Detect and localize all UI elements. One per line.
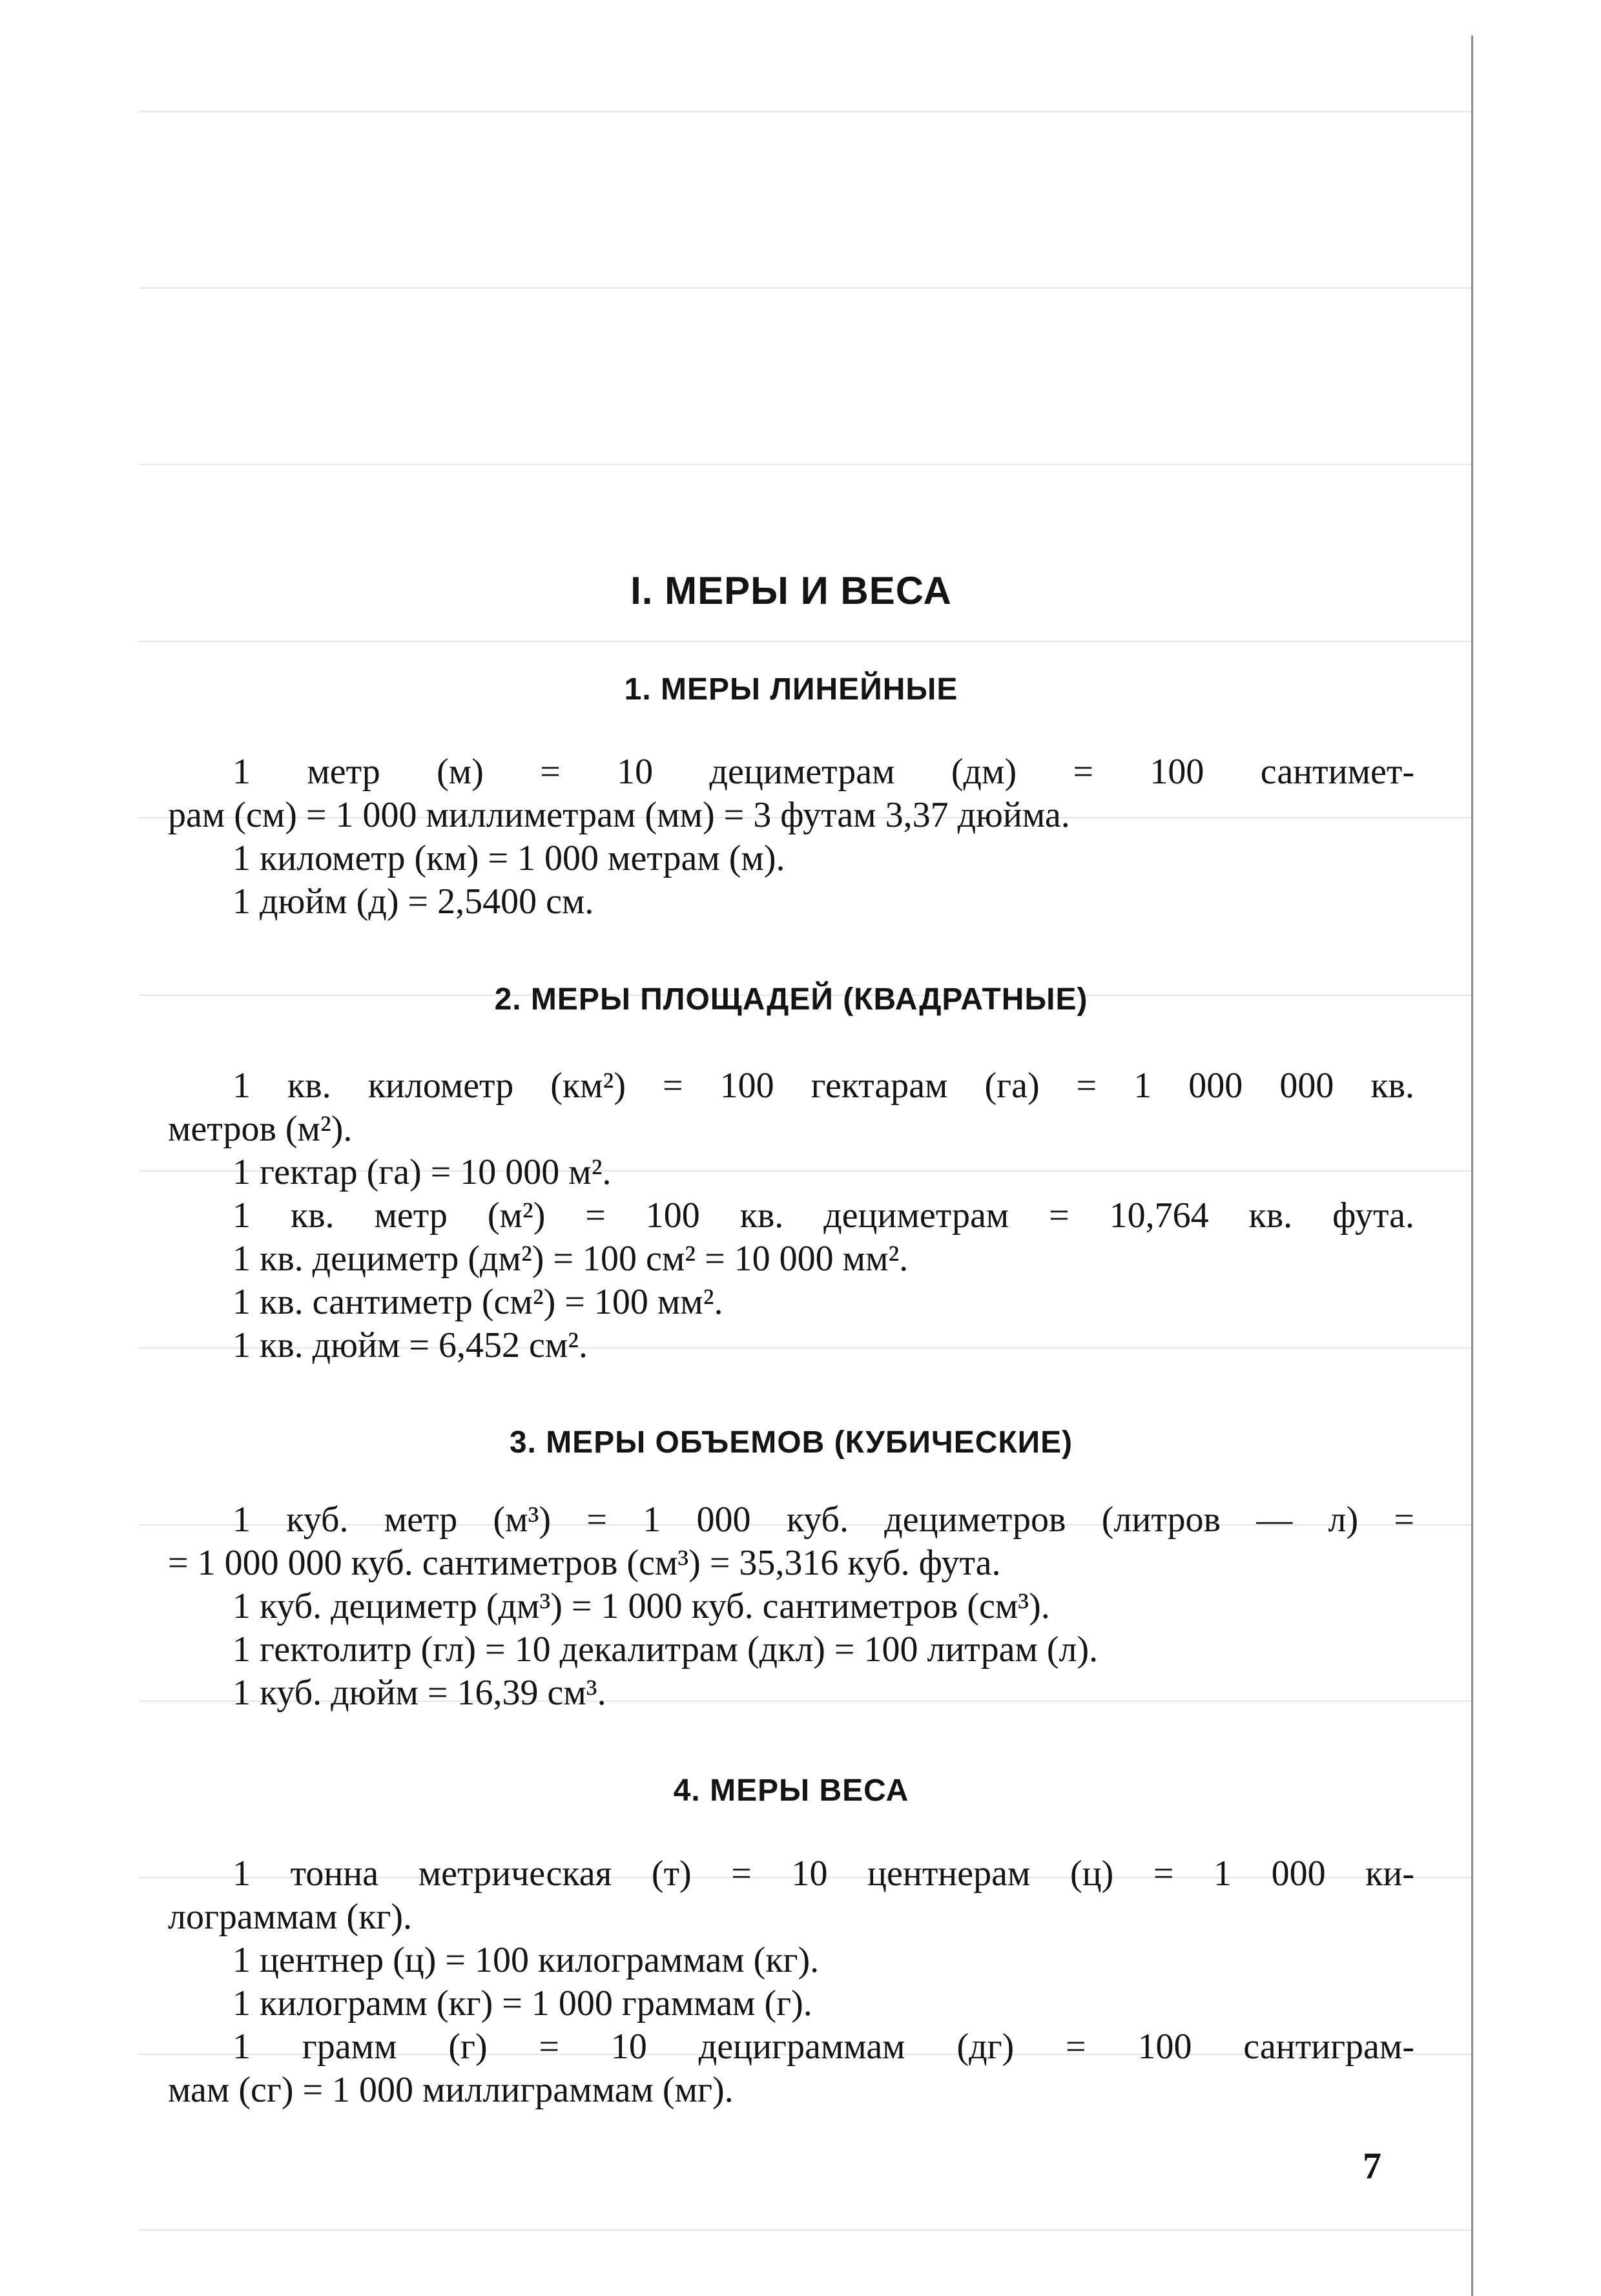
text-line: 1 куб. метр (м³) = 1 000 куб. дециметров (литров — л) = <box>232 1500 1414 1540</box>
text-line: 1 килограмм (кг) = 1 000 граммам (г). <box>232 1983 812 2023</box>
text-line: 1 гектолитр (гл) = 10 декалитрам (дкл) = 100 литрам (л). <box>232 1629 1099 1670</box>
section-title-linear: 1. МЕРЫ ЛИНЕЙНЫЕ <box>624 672 958 707</box>
text-line: лограммам (кг). <box>168 1897 413 1937</box>
text-line: 1 куб. дюйм = 16,39 см³. <box>232 1673 606 1713</box>
text-line: 1 кв. дюйм = 6,452 см². <box>232 1325 588 1365</box>
chapter-title: I. МЕРЫ И ВЕСА <box>630 569 952 612</box>
text-line: мам (сг) = 1 000 миллиграммам (мг). <box>168 2070 734 2110</box>
page-number: 7 <box>1363 2145 1381 2187</box>
text-line: 1 кв. метр (м²) = 100 кв. дециметрам = 10,764 кв. фута. <box>232 1195 1414 1236</box>
section-body-linear <box>168 750 1414 924</box>
divider <box>139 2229 1472 2231</box>
divider <box>139 641 1472 642</box>
text-line: 1 центнер (ц) = 100 килограммам (кг). <box>232 1940 820 1980</box>
divider <box>139 464 1472 465</box>
section-title-volume: 3. МЕРЫ ОБЪЕМОВ (КУБИЧЕСКИЕ) <box>509 1425 1073 1460</box>
section-body-area <box>168 1064 1414 1367</box>
text-line: 1 кв. дециметр (дм²) = 100 см² = 10 000 мм². <box>232 1239 909 1279</box>
divider <box>139 111 1472 112</box>
text-line: 1 кв. сантиметр (см²) = 100 мм². <box>232 1282 723 1322</box>
text-line: рам (см) = 1 000 миллиметрам (мм) = 3 футам 3,37 дюйма. <box>168 795 1070 835</box>
text-line: 1 гектар (га) = 10 000 м². <box>232 1152 612 1192</box>
text-line: метров (м²). <box>168 1109 353 1149</box>
section-title-area: 2. МЕРЫ ПЛОЩАДЕЙ (КВАДРАТНЫЕ) <box>494 982 1088 1017</box>
text-line: = 1 000 000 куб. сантиметров (см³) = 35,316 куб. фута. <box>168 1543 1001 1583</box>
text-line: 1 дюйм (д) = 2,5400 см. <box>232 882 594 922</box>
text-line: 1 куб. дециметр (дм³) = 1 000 куб. сантиметров (см³). <box>232 1586 1050 1626</box>
divider <box>139 287 1472 289</box>
text-line: 1 тонна метрическая (т) = 10 центнерам (ц) = 1 000 ки- <box>232 1854 1414 1894</box>
text-line: 1 грамм (г) = 10 дециграммам (дг) = 100 сантиграм- <box>232 2027 1414 2067</box>
page-edge-line <box>1471 36 1473 2296</box>
text-line: 1 кв. километр (км²) = 100 гектарам (га) = 1 000 000 кв. <box>232 1066 1414 1106</box>
section-title-weight: 4. МЕРЫ ВЕСА <box>673 1774 909 1808</box>
section-body-volume <box>168 1498 1414 1715</box>
text-line: 1 метр (м) = 10 дециметрам (дм) = 100 сантимет- <box>232 752 1414 792</box>
text-line: 1 километр (км) = 1 000 метрам (м). <box>232 838 785 878</box>
section-body-weight <box>168 1852 1414 2112</box>
